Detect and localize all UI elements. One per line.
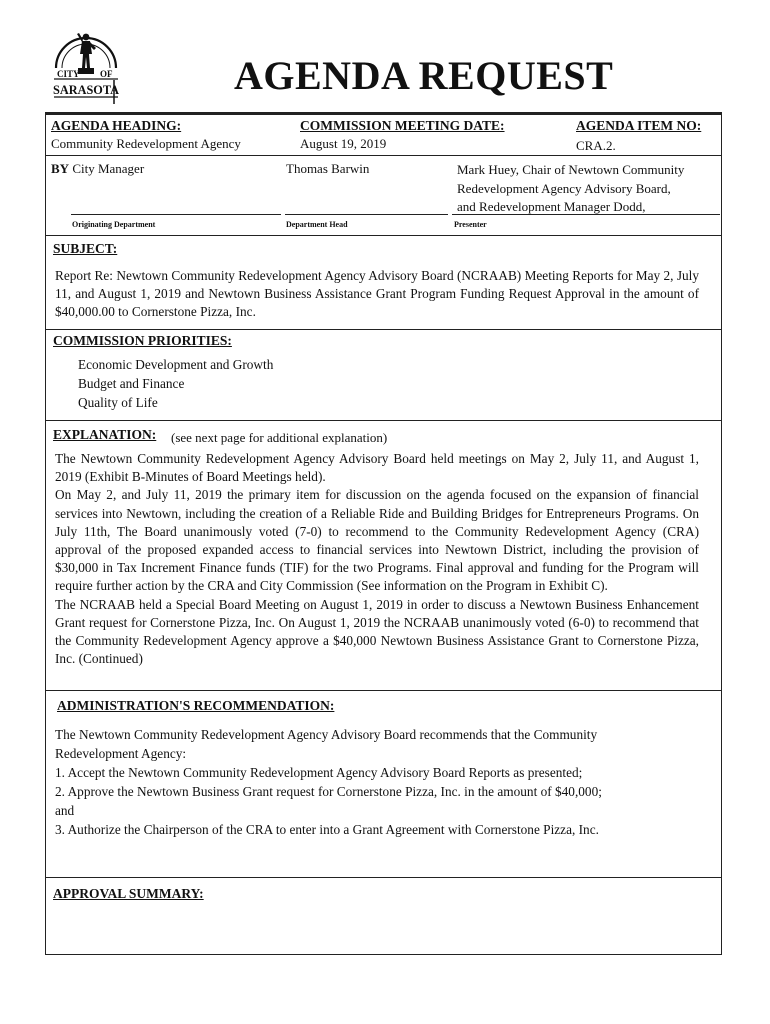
originating-department-caption: Originating Department: [72, 220, 156, 229]
header-divider: [45, 155, 722, 156]
meeting-date-label: COMMISSION MEETING DATE:: [300, 118, 505, 133]
presenter-line: Redevelopment Agency Advisory Board,: [457, 180, 671, 196]
recommendation-line: Redevelopment Agency:: [55, 746, 187, 761]
recommendation-line: 3. Authorize the Chairperson of the CRA to enter into a Grant Agreement with Cornerstone Pizza, Inc.: [55, 822, 599, 837]
recommendation-line: 1. Accept the Newtown Community Redevelopment Agency Advisory Board Reports as presented;: [55, 765, 583, 780]
by-divider: [45, 235, 722, 236]
recommendation-line: The Newtown Community Redevelopment Agency Advisory Board recommends that the Community: [55, 727, 598, 742]
agenda-item-value: CRA.2.: [576, 138, 616, 153]
subject-paragraph: Report Re: Newtown Community Redevelopment Agency Advisory Board (NCRAAB) Meeting Reports for May 2, July 11, and August 1, 2019 and Newtown Business Assistance Grant Program Funding Request Approval in the amount of $40,000.00 to Cornerstone Pizza, Inc.: [55, 268, 699, 320]
subject-label: SUBJECT:: [53, 241, 118, 256]
city-of-sarasota-logo: [48, 24, 124, 106]
svg-text:SARASOTA: SARASOTA: [53, 82, 120, 97]
department-head-value: Thomas Barwin: [286, 161, 370, 176]
presenter-line: and Redevelopment Manager Dodd,: [457, 199, 646, 214]
commission-priorities-label: COMMISSION PRIORITIES:: [53, 333, 232, 348]
subject-text: [55, 267, 699, 322]
priority-item: Quality of Life: [78, 395, 158, 410]
svg-text:OF: OF: [100, 69, 113, 79]
recommendation-text: [55, 725, 655, 839]
by-label: BY: [51, 161, 70, 176]
originating-department-value: City Manager: [72, 161, 145, 176]
explanation-label: EXPLANATION:: [53, 427, 157, 442]
explanation-divider: [45, 690, 722, 691]
svg-text:CITY: CITY: [57, 69, 80, 79]
priorities-divider: [45, 420, 722, 421]
approval-summary-label: APPROVAL SUMMARY:: [53, 886, 204, 901]
recommendation-label: ADMINISTRATION'S RECOMMENDATION:: [57, 698, 335, 713]
agenda-heading-label: AGENDA HEADING:: [51, 118, 182, 133]
priority-item: Budget and Finance: [78, 376, 185, 391]
page-title: AGENDA REQUEST: [234, 53, 614, 98]
explanation-text: [55, 450, 699, 668]
presenter-value: [457, 161, 684, 217]
department-signature-line: [71, 214, 281, 215]
explanation-paragraph: On May 2, and July 11, 2019 the primary item for discussion on the agenda focused on the expansion of financial services into Newtown, including the creation of a Reliable Ride and Building Bridges for Entrepreneurs Programs. On July 11th, The Board unanimously voted (7-0) to recommend to the Community Redevelopment Agency (CRA) approval of the proposed expanded access to financial services into Newtown District, including the provision of $30,000 in Tax Increment Finance funds (TIF) for the two Programs. Final approval and funding for the Program will require further action by the CRA and City Commission (See information on the Program in Exhibit C).: [55, 487, 699, 594]
explanation-paragraph: The NCRAAB held a Special Board Meeting on August 1, 2019 in order to discuss a Newtown Business Enhancement Grant request for Cornerstone Pizza, Inc. On August 1, 2019 the NCRAAB unanimously voted (6-0) to recommend that the Community Redevelopment Agency approve a $40,000 Newtown Business Assistance Grant to Cornerstone Pizza, Inc. (Continued): [55, 596, 699, 667]
explanation-note: (see next page for additional explanation): [171, 430, 388, 445]
priorities-list: [78, 355, 273, 412]
head-signature-line: [285, 214, 448, 215]
subject-divider: [45, 329, 722, 330]
explanation-paragraph: The Newtown Community Redevelopment Agency Advisory Board held meetings on May 2, July 11, and August 1, 2019 (Exhibit B-Minutes of Board Meetings held).: [55, 451, 699, 485]
department-head-caption: Department Head: [286, 220, 348, 229]
meeting-date-value: August 19, 2019: [300, 136, 387, 151]
priority-item: Economic Development and Growth: [78, 357, 274, 372]
agenda-item-label: AGENDA ITEM NO:: [576, 118, 702, 133]
by-row: [51, 161, 144, 177]
agenda-heading-value: Community Redevelopment Agency: [51, 136, 241, 151]
recommendation-line: 2. Approve the Newtown Business Grant request for Cornerstone Pizza, Inc. in the amount of $40,000;: [55, 784, 602, 799]
recommendation-divider: [45, 877, 722, 878]
presenter-caption: Presenter: [454, 220, 487, 229]
recommendation-line: and: [55, 803, 75, 818]
presenter-signature-line: [452, 214, 720, 215]
presenter-line: Mark Huey, Chair of Newtown Community: [457, 162, 685, 177]
